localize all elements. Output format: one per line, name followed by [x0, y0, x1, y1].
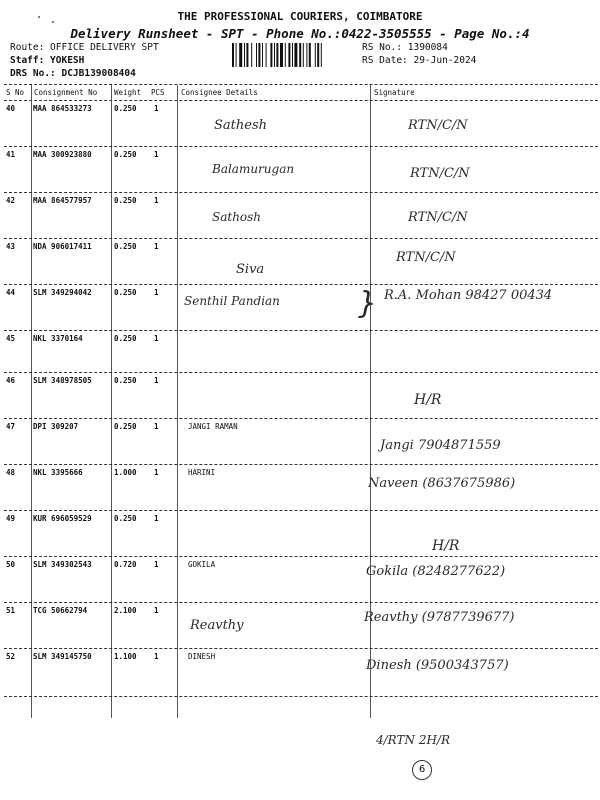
row-handwritten-consignee: Senthil Pandian — [184, 294, 280, 308]
row-signature: RTN/C/N — [408, 210, 468, 225]
row-signature: RTN/C/N — [410, 166, 470, 181]
header-sno: S No — [6, 88, 25, 97]
row-pcs: 1 — [154, 104, 159, 113]
row-pcs: 1 — [154, 150, 159, 159]
col-divider — [177, 85, 178, 718]
row-weight: 1.100 — [114, 652, 137, 661]
row-consignment-no: NKL 3395666 — [33, 468, 83, 477]
row-consignment-no: MAA 864577957 — [33, 196, 92, 205]
row-handwritten-consignee: Reavthy — [190, 618, 244, 633]
row-consignment-no: NDA 906017411 — [33, 242, 92, 251]
header-pcs: PCS — [151, 88, 165, 97]
row-weight: 0.250 — [114, 242, 137, 251]
col-divider — [111, 85, 112, 718]
row-sno: 42 — [6, 196, 16, 205]
barcode-bar — [258, 43, 260, 67]
row-sno: 46 — [6, 376, 16, 385]
row-pcs: 1 — [154, 376, 159, 385]
row-sno: 47 — [6, 422, 16, 431]
row-pcs: 1 — [154, 514, 159, 523]
row-weight: 0.720 — [114, 560, 137, 569]
barcode-bar — [292, 43, 293, 67]
row-consignee-name: GOKILA — [188, 560, 216, 569]
header-consignee: Consignee Details — [181, 88, 258, 97]
row-separator — [4, 330, 598, 331]
barcode-bar — [315, 43, 316, 67]
row-separator — [4, 602, 598, 603]
row-consignee-name: HARINI — [188, 468, 216, 477]
row-signature: Naveen (8637675986) — [368, 476, 516, 491]
row-signature: Dinesh (9500343757) — [366, 658, 509, 673]
row-separator — [4, 510, 598, 511]
footer-note: 4/RTN 2H/R — [376, 733, 450, 747]
row-weight: 0.250 — [114, 196, 137, 205]
row-signature: Gokila (8248277622) — [366, 564, 506, 579]
row-signature: Reavthy (9787739677) — [364, 610, 515, 625]
barcode-bar — [270, 43, 272, 67]
row-sno: 44 — [6, 288, 16, 297]
row-separator — [4, 238, 598, 239]
row-weight: 0.250 — [114, 334, 137, 343]
barcode-bar — [236, 43, 237, 67]
barcode-bar — [256, 43, 257, 67]
row-separator — [4, 372, 598, 373]
row-handwritten-consignee: Sathosh — [212, 210, 262, 224]
barcode-bar — [262, 43, 263, 67]
row-signature: H/R — [432, 538, 460, 554]
row-sno: 49 — [6, 514, 16, 523]
row-signature: Jangi 7904871559 — [380, 438, 501, 453]
row-weight: 2.100 — [114, 606, 137, 615]
row-consignment-no: KUR 696059529 — [33, 514, 92, 523]
barcode-bar — [280, 43, 283, 67]
barcode-bar — [299, 43, 301, 67]
row-signature: RTN/C/N — [396, 250, 456, 265]
table-top-rule — [4, 84, 598, 85]
row-sno: 40 — [6, 104, 16, 113]
row-consignment-no: DPI 309207 — [33, 422, 79, 431]
barcode-bar — [288, 43, 290, 67]
row-weight: 0.250 — [114, 422, 137, 431]
row-sno: 51 — [6, 606, 16, 615]
row-weight: 0.250 — [114, 150, 137, 159]
row-pcs: 1 — [154, 196, 159, 205]
staff-label: Staff: YOKESH — [10, 55, 85, 66]
barcode-bar — [321, 43, 322, 67]
barcode-bar — [309, 43, 311, 67]
row-handwritten-consignee: Siva — [236, 262, 265, 277]
row-signature: H/R — [414, 392, 442, 408]
row-pcs: 1 — [154, 334, 159, 343]
row-consignment-no: SLM 348978505 — [33, 376, 92, 385]
row-consignment-no: TCG 50662794 — [33, 606, 88, 615]
row-consignment-no: NKL 3370164 — [33, 334, 83, 343]
barcode-bar — [294, 43, 297, 67]
scan-speck — [52, 21, 54, 23]
row-sno: 43 — [6, 242, 16, 251]
row-sno: 52 — [6, 652, 16, 661]
row-sno: 50 — [6, 560, 16, 569]
bracket-mark: } — [358, 286, 378, 321]
row-weight: 0.250 — [114, 514, 137, 523]
row-separator — [4, 696, 598, 697]
route-label: Route: OFFICE DELIVERY SPT — [10, 42, 159, 53]
row-consignment-no: SLM 349145750 — [33, 652, 92, 661]
barcode-bar — [232, 43, 234, 67]
drs-number: DRS No.: DCJB139008404 — [10, 68, 136, 79]
row-pcs: 1 — [154, 468, 159, 477]
circled-count: 6 — [412, 760, 432, 780]
rs-number: RS No.: 1390084 — [362, 42, 448, 53]
row-consignment-no: SLM 349302543 — [33, 560, 92, 569]
row-weight: 0.250 — [114, 376, 137, 385]
row-weight: 0.250 — [114, 288, 137, 297]
barcode-bar — [251, 43, 252, 67]
barcode-bar — [306, 43, 307, 67]
row-separator — [4, 284, 598, 285]
row-consignment-no: SLM 349294042 — [33, 288, 92, 297]
row-pcs: 1 — [154, 560, 159, 569]
row-separator — [4, 418, 598, 419]
row-pcs: 1 — [154, 242, 159, 251]
row-sno: 45 — [6, 334, 16, 343]
row-consignment-no: MAA 864533273 — [33, 104, 92, 113]
barcode-bar — [303, 43, 304, 67]
row-consignee-name: DINESH — [188, 652, 216, 661]
col-divider — [31, 85, 32, 718]
row-weight: 1.000 — [114, 468, 137, 477]
row-signature: RTN/C/N — [408, 118, 468, 133]
barcode-bar — [246, 43, 248, 67]
barcode-bar — [285, 43, 286, 67]
barcode-bar — [274, 43, 275, 67]
barcode-bar — [317, 43, 319, 67]
scan-speck — [38, 16, 40, 18]
header-weight: Weight — [114, 88, 142, 97]
row-pcs: 1 — [154, 606, 159, 615]
header-signature: Signature — [374, 88, 415, 97]
row-sno: 48 — [6, 468, 16, 477]
company-name: THE PROFESSIONAL COURIERS, COIMBATORE — [177, 10, 423, 23]
row-consignment-no: MAA 300923880 — [33, 150, 92, 159]
row-weight: 0.250 — [114, 104, 137, 113]
row-separator — [4, 464, 598, 465]
row-handwritten-consignee: Balamurugan — [212, 162, 295, 176]
table-header-rule — [4, 100, 598, 101]
rs-date: RS Date: 29-Jun-2024 — [362, 55, 477, 66]
runsheet-title: Delivery Runsheet - SPT - Phone No.:0422-3505555 - Page No.:4 — [70, 26, 530, 41]
row-separator — [4, 146, 598, 147]
row-separator — [4, 192, 598, 193]
row-signature: R.A. Mohan 98427 00434 — [384, 288, 553, 303]
barcode-bar — [276, 43, 278, 67]
row-pcs: 1 — [154, 288, 159, 297]
row-handwritten-consignee: Sathesh — [214, 118, 267, 133]
header-consignment: Consignment No — [34, 88, 98, 97]
barcode — [232, 43, 354, 67]
barcode-bar — [244, 43, 245, 67]
row-pcs: 1 — [154, 652, 159, 661]
row-separator — [4, 556, 598, 557]
row-consignee-name: JANGI RAMAN — [188, 422, 238, 431]
barcode-bar — [239, 43, 242, 67]
row-pcs: 1 — [154, 422, 159, 431]
row-sno: 41 — [6, 150, 16, 159]
barcode-bar — [266, 43, 267, 67]
row-separator — [4, 648, 598, 649]
